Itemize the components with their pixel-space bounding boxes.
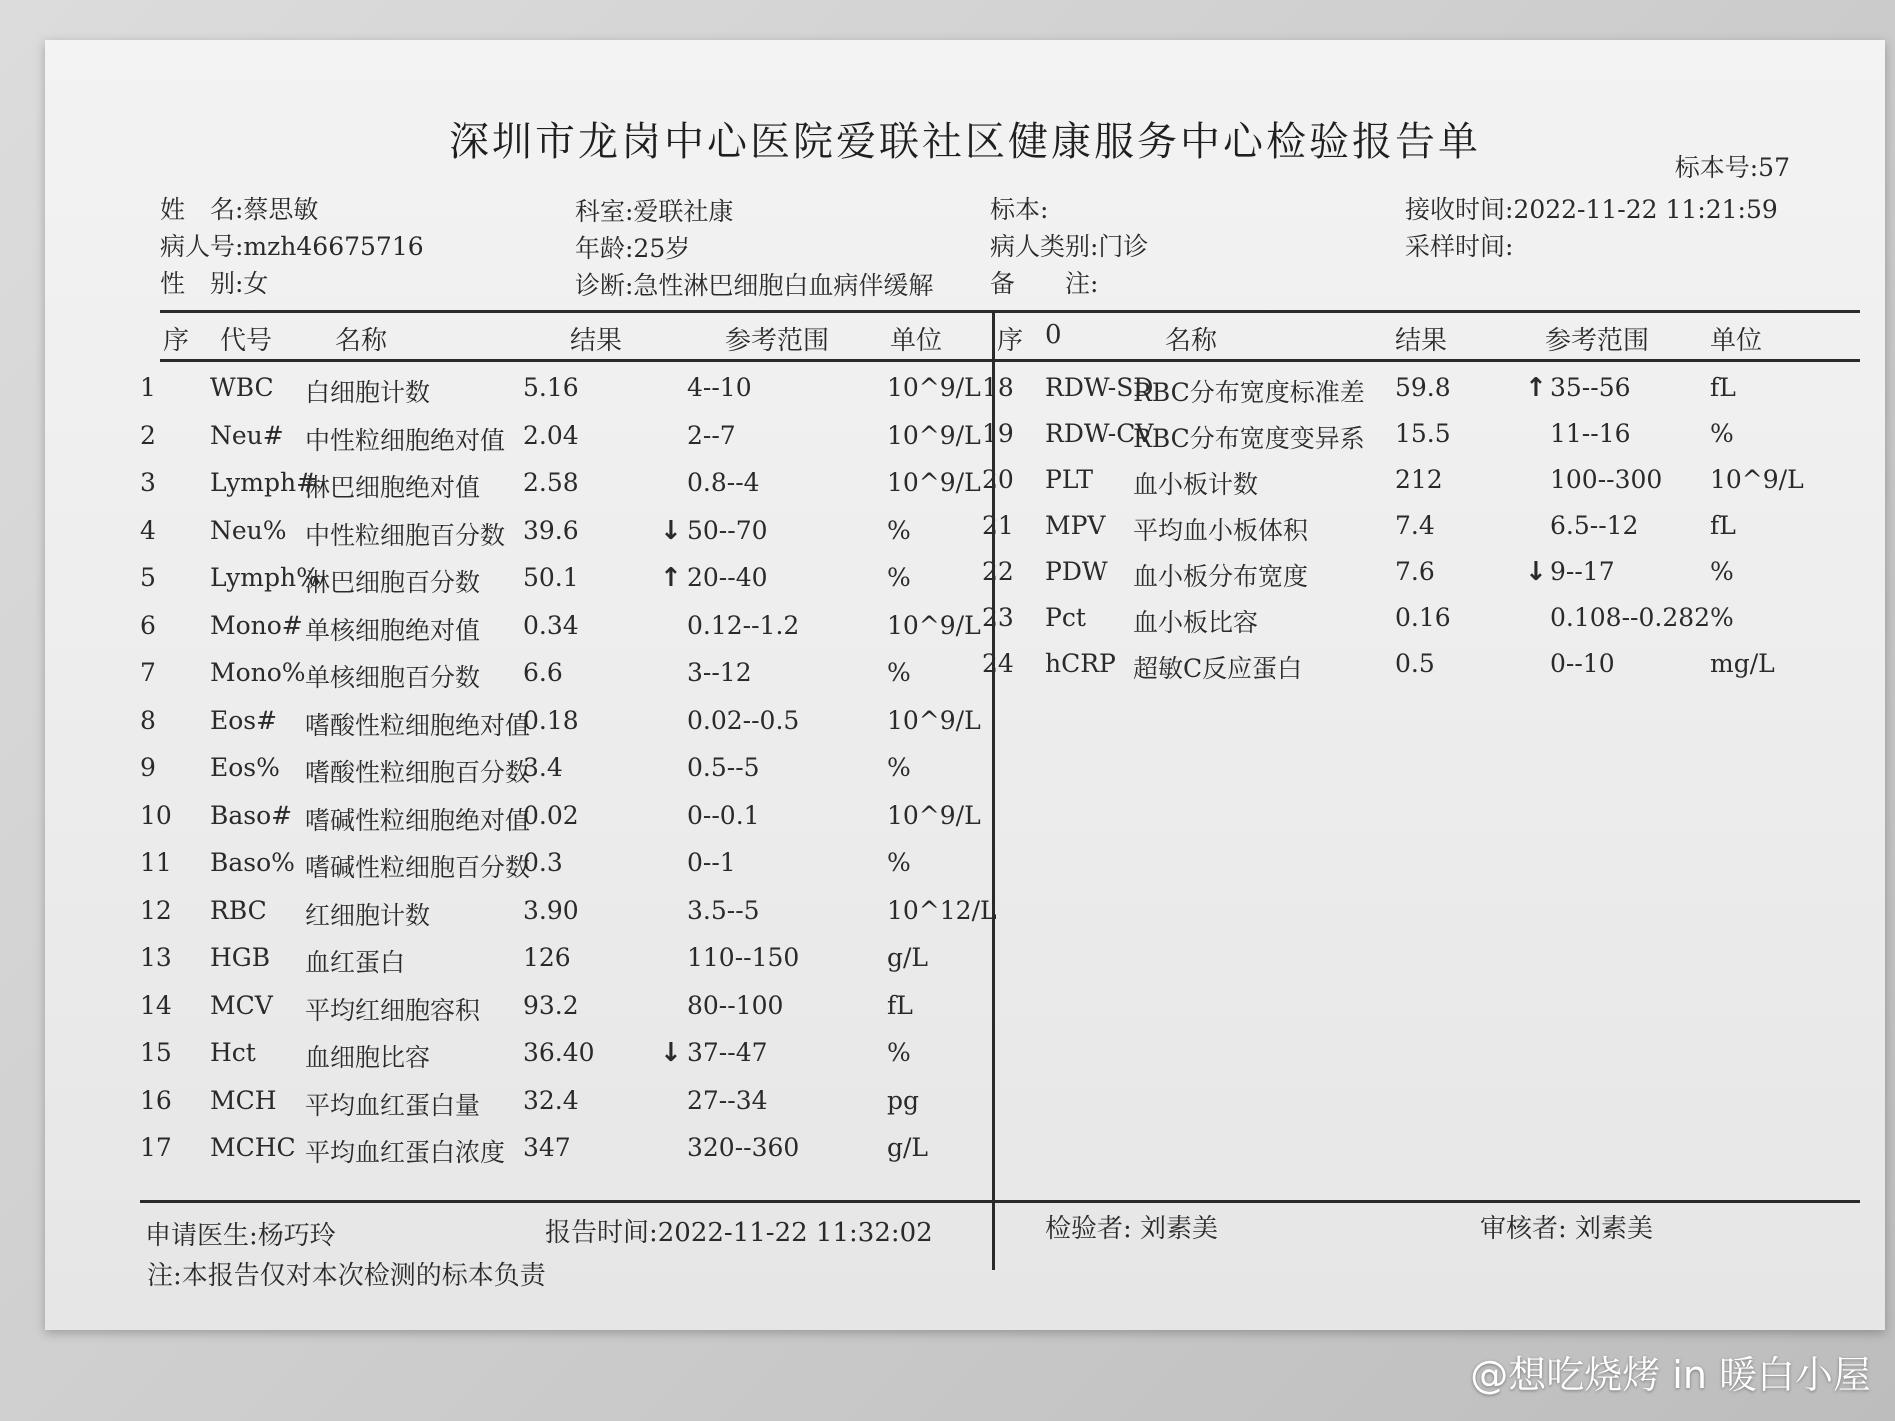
cell-result: 93.2 bbox=[523, 990, 579, 1020]
cell-name: 血小板分布宽度 bbox=[1133, 562, 1309, 591]
cell-range: 27--34 bbox=[687, 1085, 768, 1115]
cell-name: 平均血红蛋白浓度 bbox=[305, 1138, 506, 1167]
header-seq-right: 序 bbox=[997, 326, 1024, 356]
cell-name: 平均血小板体积 bbox=[1133, 516, 1309, 545]
cell-name: 中性粒细胞百分数 bbox=[305, 520, 506, 550]
cell-result: 50.1 bbox=[523, 563, 579, 592]
cell-unit: % bbox=[887, 658, 911, 687]
cell-range: 3.5--5 bbox=[687, 895, 760, 925]
cell-name: 红细胞计数 bbox=[305, 900, 431, 930]
watermark: @想吃烧烤 in 暖白小屋 bbox=[1470, 1353, 1871, 1397]
cell-flag: ↓ bbox=[660, 515, 682, 546]
cell-name: 单核细胞百分数 bbox=[305, 663, 481, 692]
cell-unit: 10^12/L bbox=[887, 895, 997, 925]
cell-unit: 10^9/L bbox=[887, 705, 981, 735]
cell-seq: 3 bbox=[140, 468, 156, 497]
report-title: 深圳市龙岗中心医院爱联社区健康服务中心检验报告单 bbox=[449, 119, 1481, 165]
cell-code: Neu# bbox=[210, 420, 284, 450]
cell-name: 嗜碱性粒细胞绝对值 bbox=[305, 805, 531, 835]
cell-code: Lymph# bbox=[210, 468, 318, 497]
cell-code: MCV bbox=[210, 990, 273, 1020]
cell-range: 0.02--0.5 bbox=[687, 705, 800, 735]
remark: 备 注: bbox=[990, 269, 1099, 298]
cell-name: 单核细胞绝对值 bbox=[305, 615, 481, 645]
cell-seq: 18 bbox=[982, 373, 1014, 402]
cell-result: 3.4 bbox=[523, 753, 563, 782]
cell-range: 37--47 bbox=[687, 1038, 768, 1067]
cell-result: 0.5 bbox=[1395, 649, 1435, 678]
cell-code: Pct bbox=[1045, 603, 1086, 632]
cell-code: Baso# bbox=[210, 800, 293, 830]
cell-result: 39.6 bbox=[523, 515, 579, 545]
cell-range: 0--10 bbox=[1550, 649, 1615, 678]
cell-seq: 4 bbox=[140, 515, 156, 545]
cell-range: 0.5--5 bbox=[687, 753, 760, 782]
cell-code: Mono# bbox=[210, 610, 303, 640]
cell-flag: ↑ bbox=[1525, 373, 1547, 403]
cell-name: 嗜碱性粒细胞百分数 bbox=[305, 853, 531, 882]
cell-name: 嗜酸性粒细胞百分数 bbox=[305, 758, 531, 787]
cell-name: 淋巴细胞绝对值 bbox=[305, 473, 481, 502]
header-range-right: 参考范围 bbox=[1545, 326, 1650, 356]
cell-seq: 9 bbox=[140, 753, 156, 782]
cell-code: Baso% bbox=[210, 848, 295, 877]
cell-result: 3.90 bbox=[523, 895, 579, 925]
cell-result: 59.8 bbox=[1395, 373, 1451, 402]
header-name-right: 名称 bbox=[1165, 326, 1218, 356]
cell-result: 15.5 bbox=[1395, 419, 1451, 448]
cell-unit: 10^9/L bbox=[1710, 465, 1804, 494]
cell-unit: 10^9/L bbox=[887, 373, 981, 402]
cell-unit: 10^9/L bbox=[887, 800, 981, 830]
patient-age: 年龄:25岁 bbox=[575, 234, 691, 263]
cell-seq: 6 bbox=[140, 610, 156, 640]
lab-report-sheet bbox=[45, 40, 1885, 1330]
cell-range: 3--12 bbox=[687, 658, 752, 687]
cell-unit: % bbox=[887, 848, 911, 877]
cell-code: hCRP bbox=[1045, 649, 1116, 678]
cell-seq: 14 bbox=[140, 990, 172, 1020]
header-result: 结果 bbox=[570, 326, 623, 356]
header-result-right: 结果 bbox=[1395, 326, 1448, 356]
cell-result: 0.16 bbox=[1395, 603, 1451, 632]
specimen-type: 标本: bbox=[990, 195, 1049, 224]
cell-unit: % bbox=[887, 563, 911, 592]
patient-name: 姓 名:蔡思敏 bbox=[160, 195, 319, 224]
cell-result: 126 bbox=[523, 943, 571, 972]
cell-name: 血小板计数 bbox=[1133, 470, 1259, 499]
cell-seq: 5 bbox=[140, 563, 156, 592]
cell-unit: pg bbox=[887, 1085, 920, 1115]
cell-unit: fL bbox=[1710, 373, 1736, 402]
diagnosis: 诊断:急性淋巴细胞白血病伴缓解 bbox=[575, 271, 934, 300]
table-bottom-rule bbox=[140, 1200, 1860, 1203]
cell-seq: 11 bbox=[140, 848, 172, 877]
cell-range: 80--100 bbox=[687, 990, 784, 1020]
cell-result: 32.4 bbox=[523, 1085, 579, 1115]
requesting-doctor: 申请医生:杨巧玲 bbox=[145, 1221, 336, 1251]
report-time: 报告时间:2022-11-22 11:32:02 bbox=[545, 1218, 933, 1248]
cell-unit: mg/L bbox=[1710, 649, 1775, 678]
cell-name: RBC分布宽度变异系 bbox=[1133, 424, 1365, 453]
sample-time: 采样时间: bbox=[1405, 232, 1514, 261]
header-range: 参考范围 bbox=[725, 326, 830, 356]
cell-range: 4--10 bbox=[687, 373, 752, 402]
cell-seq: 16 bbox=[140, 1085, 172, 1115]
cell-code: MCHC bbox=[210, 1133, 296, 1162]
cell-result: 7.6 bbox=[1395, 557, 1435, 586]
cell-result: 2.58 bbox=[523, 468, 579, 497]
cell-seq: 15 bbox=[140, 1038, 172, 1067]
cell-code: MCH bbox=[210, 1085, 277, 1115]
cell-code: Eos% bbox=[210, 753, 280, 782]
cell-unit: % bbox=[887, 753, 911, 782]
cell-name: RBC分布宽度标准差 bbox=[1133, 378, 1365, 407]
sample-number: 标本号:57 bbox=[1674, 153, 1790, 182]
cell-unit: 10^9/L bbox=[887, 420, 981, 450]
cell-unit: fL bbox=[887, 990, 913, 1020]
cell-result: 0.34 bbox=[523, 610, 579, 640]
cell-code: WBC bbox=[210, 373, 274, 402]
cell-code: PDW bbox=[1045, 557, 1108, 586]
cell-name: 嗜酸性粒细胞绝对值 bbox=[305, 710, 531, 740]
cell-result: 0.18 bbox=[523, 705, 579, 735]
cell-name: 中性粒细胞绝对值 bbox=[305, 425, 506, 455]
cell-range: 6.5--12 bbox=[1550, 511, 1639, 540]
cell-seq: 21 bbox=[982, 511, 1014, 540]
cell-name: 血小板比容 bbox=[1133, 608, 1259, 637]
cell-seq: 7 bbox=[140, 658, 156, 687]
cell-unit: 10^9/L bbox=[887, 610, 981, 640]
cell-seq: 13 bbox=[140, 943, 172, 972]
cell-flag: ↓ bbox=[660, 1038, 682, 1068]
patient-type: 病人类别:门诊 bbox=[990, 232, 1149, 261]
table-top-rule bbox=[160, 310, 1860, 313]
cell-code: RBC bbox=[210, 895, 267, 925]
cell-seq: 24 bbox=[982, 649, 1014, 678]
patient-sex: 性 别:女 bbox=[160, 269, 269, 298]
cell-code: RDW-SD bbox=[1045, 373, 1154, 402]
cell-unit: % bbox=[887, 515, 911, 545]
cell-range: 0.108--0.282 bbox=[1550, 603, 1711, 632]
cell-seq: 1 bbox=[140, 373, 156, 402]
cell-seq: 10 bbox=[140, 800, 172, 830]
header-unit-right: 单位 bbox=[1710, 326, 1763, 356]
cell-code: Hct bbox=[210, 1038, 256, 1067]
cell-unit: % bbox=[1710, 603, 1734, 632]
cell-range: 20--40 bbox=[687, 563, 768, 592]
tester: 检验者: 刘素美 bbox=[1045, 1214, 1219, 1244]
table-header-rule bbox=[160, 359, 1860, 362]
cell-range: 50--70 bbox=[687, 515, 768, 545]
cell-range: 0--0.1 bbox=[687, 800, 760, 830]
header-unit: 单位 bbox=[890, 326, 943, 356]
cell-seq: 17 bbox=[140, 1133, 172, 1162]
cell-range: 9--17 bbox=[1550, 557, 1615, 586]
cell-range: 0.12--1.2 bbox=[687, 610, 800, 640]
reviewer: 审核者: 刘素美 bbox=[1480, 1214, 1654, 1244]
cell-result: 6.6 bbox=[523, 658, 563, 687]
cell-flag: ↑ bbox=[660, 563, 682, 593]
cell-unit: g/L bbox=[887, 1133, 929, 1162]
cell-unit: % bbox=[1710, 557, 1734, 586]
cell-name: 平均血红蛋白量 bbox=[305, 1090, 481, 1120]
cell-name: 血细胞比容 bbox=[305, 1043, 431, 1072]
cell-range: 35--56 bbox=[1550, 373, 1631, 402]
cell-seq: 8 bbox=[140, 705, 156, 735]
cell-name: 白细胞计数 bbox=[305, 378, 431, 407]
cell-range: 110--150 bbox=[687, 943, 800, 972]
cell-unit: fL bbox=[1710, 511, 1736, 540]
cell-seq: 23 bbox=[982, 603, 1014, 632]
cell-code: HGB bbox=[210, 943, 271, 972]
cell-code: PLT bbox=[1045, 465, 1094, 494]
cell-result: 0.02 bbox=[523, 800, 579, 830]
cell-code: Lymph% bbox=[210, 563, 320, 592]
cell-range: 100--300 bbox=[1550, 465, 1663, 494]
cell-range: 2--7 bbox=[687, 420, 736, 450]
cell-result: 7.4 bbox=[1395, 511, 1435, 540]
cell-range: 320--360 bbox=[687, 1133, 800, 1162]
patient-id: 病人号:mzh46675716 bbox=[160, 232, 424, 261]
header-code: 代号 bbox=[220, 326, 273, 356]
department: 科室:爱联社康 bbox=[575, 197, 734, 226]
cell-code: RDW-CV bbox=[1045, 419, 1154, 448]
cell-unit: g/L bbox=[887, 943, 929, 972]
cell-seq: 22 bbox=[982, 557, 1014, 586]
cell-seq: 12 bbox=[140, 895, 172, 925]
cell-unit: % bbox=[887, 1038, 911, 1067]
cell-unit: 10^9/L bbox=[887, 468, 981, 497]
receive-time: 接收时间:2022-11-22 11:21:59 bbox=[1405, 195, 1778, 224]
cell-seq: 2 bbox=[140, 420, 156, 450]
cell-flag: ↓ bbox=[1525, 557, 1547, 587]
cell-result: 36.40 bbox=[523, 1038, 595, 1067]
cell-name: 超敏C反应蛋白 bbox=[1133, 654, 1303, 683]
header-name: 名称 bbox=[335, 326, 388, 356]
cell-code: Neu% bbox=[210, 515, 287, 545]
cell-name: 血红蛋白 bbox=[305, 948, 406, 977]
disclaimer-note: 注:本报告仅对本次检测的标本负责 bbox=[147, 1261, 546, 1291]
cell-code: Eos# bbox=[210, 705, 278, 735]
cell-code: MPV bbox=[1045, 511, 1106, 540]
cell-code: Mono% bbox=[210, 658, 306, 687]
cell-seq: 19 bbox=[982, 419, 1014, 448]
cell-result: 2.04 bbox=[523, 420, 579, 450]
table-center-divider bbox=[992, 312, 995, 1270]
cell-unit: % bbox=[1710, 419, 1734, 448]
header-seq: 序 bbox=[163, 326, 190, 356]
cell-range: 11--16 bbox=[1550, 419, 1631, 448]
cell-range: 0.8--4 bbox=[687, 468, 760, 497]
cell-range: 0--1 bbox=[687, 848, 736, 877]
cell-result: 0.3 bbox=[523, 848, 563, 877]
cell-result: 5.16 bbox=[523, 373, 579, 402]
cell-result: 212 bbox=[1395, 465, 1443, 494]
cell-result: 347 bbox=[523, 1133, 571, 1162]
header-code-right: 0 bbox=[1045, 320, 1062, 350]
cell-name: 淋巴细胞百分数 bbox=[305, 568, 481, 597]
cell-name: 平均红细胞容积 bbox=[305, 995, 481, 1025]
cell-seq: 20 bbox=[982, 465, 1014, 494]
